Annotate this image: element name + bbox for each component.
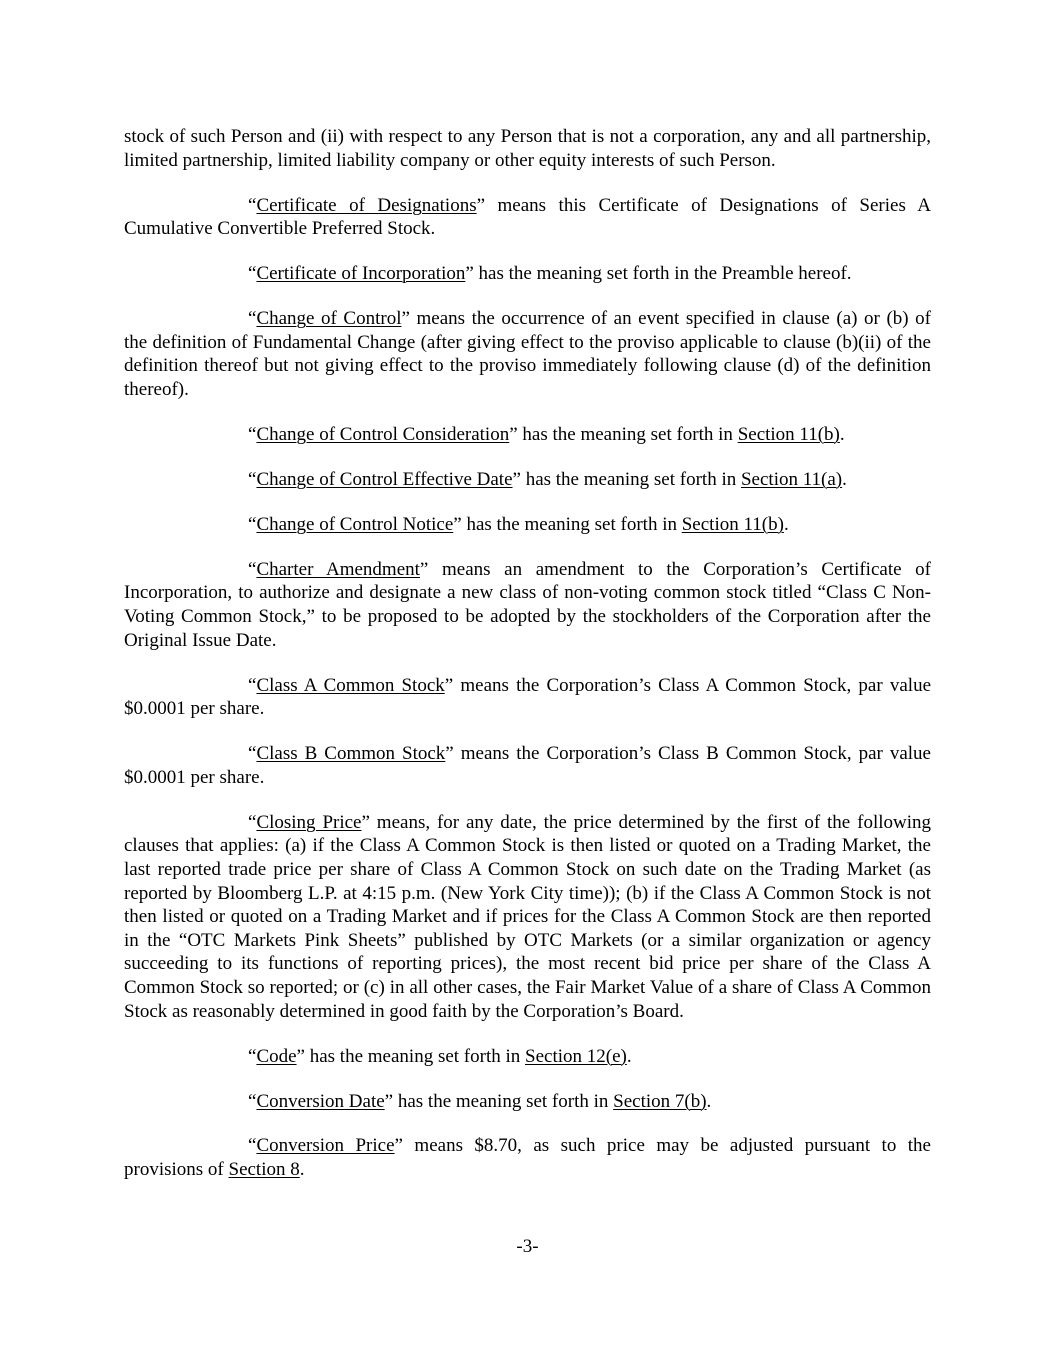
open-quote: “ (248, 194, 257, 216)
document-body (124, 125, 931, 1203)
definition-conversion-price (124, 1134, 931, 1181)
section-reference: Section 11(b) (681, 513, 784, 535)
definition-text: ” means an amendment to the Corporation’s Certificate of Incorporation, to authorize and designate a new class of non-voting common stock titled “Class C Non-Voting Common Stock,” to be proposed to be adopted by the stockholders of the Corporation after the Original Issue Date. (124, 558, 931, 651)
defined-term: Certificate of Incorporation (256, 263, 466, 285)
definition-change-of-control (124, 307, 931, 401)
definition-conversion-date (124, 1090, 931, 1114)
open-quote: “ (248, 1090, 257, 1112)
section-reference: Section 8 (228, 1159, 300, 1181)
definition-text: ” means the Corporation’s Class A Common Stock, par value $0.0001 per share. (124, 674, 931, 720)
open-quote: “ (248, 513, 257, 535)
section-reference: Section 11(a) (740, 468, 843, 490)
open-quote: “ (248, 743, 257, 765)
page-number: -3- (516, 1236, 539, 1257)
definition-end: . (706, 1090, 712, 1112)
section-reference: Section 7(b) (613, 1090, 707, 1112)
open-quote: “ (248, 1135, 257, 1157)
open-quote: “ (248, 468, 257, 490)
defined-term: Charter Amendment (256, 558, 420, 580)
open-quote: “ (248, 263, 257, 285)
defined-term: Code (256, 1045, 297, 1067)
open-quote: “ (248, 423, 257, 445)
open-quote: “ (248, 811, 257, 833)
open-quote: “ (248, 308, 257, 330)
definition-class-a-common-stock (124, 674, 931, 721)
open-quote: “ (248, 558, 257, 580)
definition-text: ” has the meaning set forth in the Preamble hereof. (465, 263, 852, 285)
definition-charter-amendment (124, 558, 931, 652)
definition-class-b-common-stock (124, 742, 931, 789)
definition-text: ” means the Corporation’s Class B Common Stock, par value $0.0001 per share. (124, 743, 931, 788)
open-quote: “ (248, 674, 257, 696)
defined-term: Class A Common Stock (256, 674, 445, 696)
section-reference: Section 11(b) (737, 423, 840, 445)
defined-term: Change of Control (256, 308, 402, 330)
defined-term: Class B Common Stock (256, 743, 446, 765)
definition-text: ” means the occurrence of an event specified in clause (a) or (b) of the definition of Fundamental Change (after giving effect to the proviso applicable to clause (b)(ii) of the definition thereof but not giving effect to the proviso immediately following clause (d) of the definition thereof). (124, 308, 931, 400)
definition-text: ” has the meaning set forth in (453, 513, 682, 535)
open-quote: “ (248, 1045, 257, 1067)
defined-term: Conversion Date (256, 1090, 385, 1112)
definition-change-of-control-consideration (124, 423, 931, 447)
definition-change-of-control-notice (124, 513, 931, 537)
defined-term: Closing Price (256, 811, 362, 833)
definition-end: . (842, 468, 847, 490)
definition-certificate-of-incorporation (124, 262, 931, 286)
definition-certificate-of-designations (124, 194, 931, 241)
defined-term: Certificate of Designations (256, 194, 477, 216)
definition-end: . (783, 513, 789, 535)
definition-text: ” means this Certificate of Designations of Series A Cumulative Convertible Preferred Stock. (124, 194, 931, 240)
definition-text: ” has the meaning set forth in (384, 1090, 614, 1112)
definition-change-of-control-effective-date (124, 468, 931, 492)
defined-term: Change of Control Consideration (256, 423, 510, 445)
definition-text: ” means, for any date, the price determined by the first of the following clauses that applies: (a) if the Class A Common Stock is then listed or quoted on a Trading Market, the last reported trade price per share of Class A Common Stock on such date on the Trading Market (as reported by Bloomberg L.P. at 4:15 p.m. (New York City time)); (b) if the Class A Common Stock is not then listed or quoted on a Trading Market and if prices for the Class A Common Stock are then reported in the “OTC Markets Pink Sheets” published by OTC Markets (or a similar organization or agency succeeding to its functions of reporting prices), the most recent bid price per share of the Class A Common Stock so reported; or (c) in all other cases, the Fair Market Value of a share of Class A Common Stock as reasonably determined in good faith by the Corporation’s Board. (124, 811, 931, 1022)
defined-term: Change of Control Effective Date (256, 468, 513, 490)
definition-text: ” has the meaning set forth in (509, 423, 738, 445)
definition-text: ” has the meaning set forth in (512, 468, 741, 490)
paragraph-capital-stock-continuation: stock of such Person and (ii) with respect to any Person that is not a corporation, any and all partnership, limited partnership, limited liability company or other equity interests of such Person. (124, 126, 931, 171)
definition-end: . (626, 1045, 632, 1067)
definition-text: ” means $8.70, as such price may be adjusted pursuant to the provisions of (124, 1135, 931, 1181)
definition-end: . (839, 423, 845, 445)
definition-text: ” has the meaning set forth in (296, 1045, 526, 1067)
definition-code (124, 1045, 931, 1069)
definition-end: . (299, 1159, 305, 1181)
defined-term: Change of Control Notice (256, 513, 454, 535)
definition-closing-price (124, 811, 931, 1023)
section-reference: Section 12(e) (525, 1045, 627, 1067)
defined-term: Conversion Price (256, 1135, 395, 1157)
